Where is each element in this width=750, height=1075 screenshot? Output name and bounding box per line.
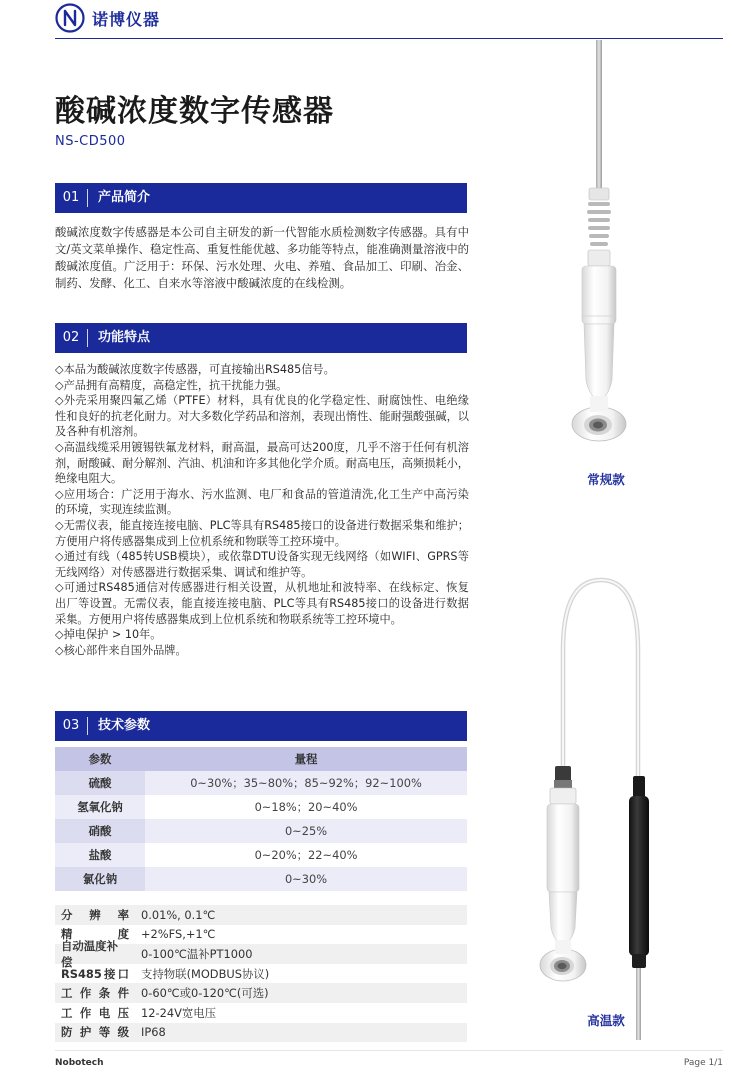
table-cell-range: 0~18%；20~40% <box>145 795 467 819</box>
parameter-list <box>55 905 467 1042</box>
section-divider <box>87 329 88 347</box>
table-cell-range: 0~25% <box>145 819 467 843</box>
feature-item: ◇高温线缆采用镀锡铁氟龙材料，耐高温，最高可达200度，几乎不溶于任何有机溶剂，耐酸碱、耐分解剂、汽油、机油和许多其他化学介质。耐高电压，高频损耗小，绝缘电阻大。 <box>55 440 469 486</box>
param-label: 精度 <box>61 927 129 942</box>
section-number: 03 <box>62 718 80 733</box>
table-row <box>55 843 467 867</box>
table-row <box>55 771 467 795</box>
feature-item: ◇应用场合：广泛用于海水、污水监测、电厂和食品的管道清洗,化工生产中高污染的环境，实现连续监测。 <box>55 487 469 517</box>
feature-item: ◇可通过RS485通信对传感器进行相关设置，从机地址和波特率、在线标定、恢复出厂等设置。无需仪表，能直接连接电脑、PLC等具有RS485接口的设备进行数据采集。方便用户将传感器集成到上位机系统和物联系统等工控环境中。 <box>55 581 469 626</box>
standard-sensor-image <box>572 40 626 441</box>
param-value: IP68 <box>141 1025 166 1040</box>
section-number: 01 <box>62 190 80 205</box>
param-label: 分辨率 <box>61 907 129 922</box>
param-row <box>55 1003 467 1023</box>
feature-item: ◇无需仪表，能直接连接电脑、PLC等具有RS485接口的设备进行数据采集和维护；方便用户将传感器集成到上位机系统和物联等工控环境中。 <box>55 518 469 548</box>
table-header-row <box>55 747 467 771</box>
feature-item: ◇外壳采用聚四氟乙烯（PTFE）材料，具有优良的化学稳定性、耐腐蚀性、电绝缘性和良好的抗老化耐力。对大多数化学药品和溶剂，表现出惰性、能耐强酸强碱，以及各种有机溶剂。 <box>55 394 469 439</box>
table-row <box>55 867 467 891</box>
param-label: 自动温度补偿 <box>61 938 118 969</box>
feature-item: ◇本品为酸碱浓度数字传感器，可直接输出RS485信号。 <box>55 363 335 376</box>
param-row <box>55 964 467 984</box>
table-cell-range: 0~30% <box>145 867 467 891</box>
page-title: 酸碱浓度数字传感器 <box>55 94 334 129</box>
table-cell-param: 氢氧化钠 <box>55 795 145 819</box>
caption-high-temp: 高温款 <box>587 1013 625 1028</box>
param-row <box>55 938 467 969</box>
section-divider <box>87 717 88 735</box>
section-number: 02 <box>62 330 80 345</box>
intro-paragraph: 酸碱浓度数字传感器是本公司自主研发的新一代智能水质检测数字传感器。具有中文/英文菜单操作、稳定性高、重复性能优越、多功能等特点，能准确测量溶液中的酸碱浓度值。广泛用于：环保、污水处理、火电、养殖、食品加工、印刷、冶金、制药、发酵、化工、自来水等溶液中酸碱浓度的在线检测。 <box>55 225 469 290</box>
section-title: 产品简介 <box>98 190 151 205</box>
table-cell-range: 0~20%；22~40% <box>145 843 467 867</box>
param-label: 工作条件 <box>61 986 129 1001</box>
table-row <box>55 819 467 843</box>
section-header-features <box>55 323 467 353</box>
high-temp-sensor-image <box>540 580 649 1040</box>
section-header-specs <box>55 711 467 741</box>
caption-standard: 常规款 <box>587 472 625 487</box>
feature-item: ◇核心部件来自国外品牌。 <box>55 643 187 657</box>
feature-item: ◇通过有线（485转USB模块），或依靠DTU设备实现无线网络（如WIFI、GPRS等无线网络）对传感器进行数据采集、调试和维护等。 <box>55 550 469 579</box>
param-row <box>55 905 467 925</box>
page-header <box>0 0 750 40</box>
table-row <box>55 795 467 819</box>
brand-logo-icon <box>55 3 85 33</box>
table-cell-param: 硫酸 <box>55 771 145 795</box>
param-value: 0.01%, 0.1℃ <box>141 907 216 922</box>
table-cell-param: 硝酸 <box>55 819 145 843</box>
footer-divider <box>55 1050 723 1051</box>
param-label: 工作电压 <box>61 1005 129 1020</box>
param-value: 0-100℃温补PT1000 <box>141 946 253 961</box>
param-row <box>55 983 467 1003</box>
section-divider <box>87 189 88 207</box>
table-cell-param: 氯化钠 <box>55 867 145 891</box>
table-header-cell: 参数 <box>55 747 145 771</box>
footer-company: Nobotech <box>55 1058 104 1068</box>
header-divider <box>55 38 723 39</box>
section-header-intro <box>55 183 467 213</box>
param-row <box>55 1023 467 1043</box>
feature-item: ◇产品拥有高精度，高稳定性，抗干扰能力强。 <box>55 378 288 392</box>
range-table <box>55 747 467 891</box>
footer-page-number: Page 1/1 <box>683 1058 723 1068</box>
model-number: NS-CD500 <box>55 134 126 149</box>
table-cell-param: 盐酸 <box>55 843 145 867</box>
section-title: 技术参数 <box>98 718 151 733</box>
param-value: 12-24V宽电压 <box>141 1005 217 1020</box>
feature-item: ◇掉电保护 > 10年。 <box>55 628 162 642</box>
brand-name: 诺博仪器 <box>92 10 161 29</box>
table-header-cell: 量程 <box>145 747 467 771</box>
param-label: 防护等级 <box>61 1025 129 1040</box>
param-label: RS485接口 <box>61 966 129 981</box>
table-cell-range: 0~30%；35~80%；85~92%；92~100% <box>145 771 467 795</box>
product-photos <box>510 40 710 1040</box>
param-value: 0-60℃或0-120℃(可选) <box>141 986 269 1001</box>
param-value: 支持物联(MODBUS协议) <box>141 966 270 981</box>
section-title: 功能特点 <box>98 330 151 345</box>
feature-list <box>55 362 469 658</box>
param-value: +2%FS,+1℃ <box>141 927 216 942</box>
